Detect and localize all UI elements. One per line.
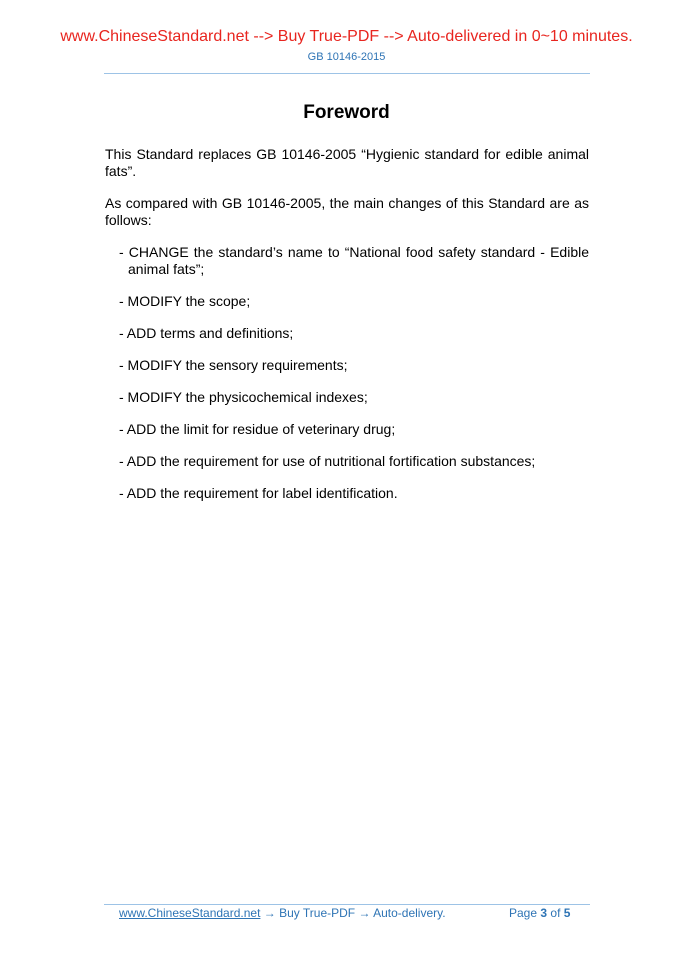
- list-item: - ADD terms and definitions;: [119, 325, 294, 341]
- list-item: - MODIFY the scope;: [119, 293, 251, 309]
- page-title: Foreword: [303, 102, 390, 123]
- list-item: - ADD the requirement for label identification.: [119, 485, 398, 501]
- page-total: 5: [563, 906, 571, 920]
- promo-banner[interactable]: www.ChineseStandard.net --> Buy True-PDF --> Auto-delivered in 0~10 minutes.: [60, 28, 633, 45]
- page-current: 3: [540, 906, 548, 920]
- footer-divider: [104, 904, 590, 905]
- list-item: - ADD the requirement for use of nutritional fortification substances;: [119, 453, 536, 469]
- list-item: - ADD the limit for residue of veterinary drug;: [119, 421, 396, 437]
- footer-site-link[interactable]: www.ChineseStandard.net: [119, 906, 261, 920]
- page-of-label: of: [550, 906, 561, 920]
- footer-promo-text: → Buy True-PDF → Auto-delivery.: [260, 906, 446, 920]
- intro-paragraph: This Standard replaces GB 10146-2005 “Hygienic standard for edible animal fats”.: [105, 146, 589, 179]
- list-item: - MODIFY the physicochemical indexes;: [119, 389, 368, 405]
- list-item: - MODIFY the sensory requirements;: [119, 357, 348, 373]
- document-body: [105, 146, 589, 517]
- page-indicator: [509, 906, 570, 920]
- list-item: - CHANGE the standard’s name to “National food safety standard - Edible animal fats”;: [119, 244, 589, 277]
- footer-promo: [119, 906, 446, 920]
- standard-code-header: GB 10146-2015: [307, 51, 386, 63]
- changes-intro-paragraph: As compared with GB 10146-2005, the main changes of this Standard are as follows:: [105, 195, 589, 228]
- page-label: Page: [509, 906, 538, 920]
- header-divider: [104, 73, 590, 74]
